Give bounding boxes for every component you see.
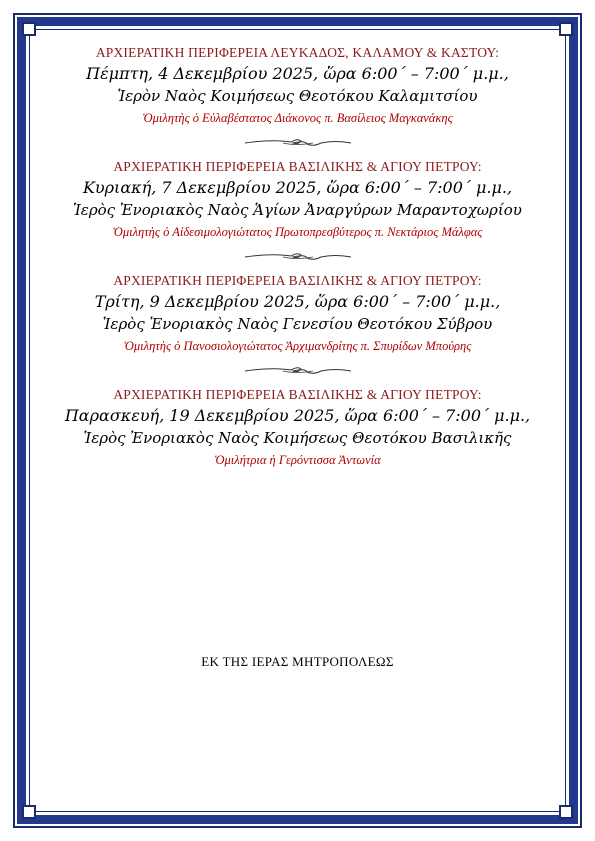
event-church: Ἱερὸς Ἐνοριακὸς Ναὸς Γενεσίου Θεοτόκου Σύβρου [102,315,493,333]
event-region-heading: ΑΡΧΙΕΡΑΤΙΚΗ ΠΕΡΙΦΕΡΕΙΑ ΛΕΥΚΑΔΟΣ, ΚΑΛΑΜΟΥ & ΚΑΣΤΟΥ: [95,45,500,60]
flourish-divider-icon [243,251,353,263]
footer-signature: ΕΚ ΤΗΣ ΙΕΡΑΣ ΜΗΤΡΟΠΟΛΕΩΣ [201,654,394,669]
event-church: Ἱερὸν Ναὸς Κοιμήσεως Θεοτόκου Καλαμιτσίου [117,87,478,105]
event-section [32,386,563,470]
event-date: Κυριακή, 7 Δεκεμβρίου 2025, ὥρα 6:00΄ – 7:00΄ μ.μ., [82,178,513,197]
event-region-heading: ΑΡΧΙΕΡΑΤΙΚΗ ΠΕΡΙΦΕΡΕΙΑ ΒΑΣΙΛΙΚΗΣ & ΑΓΙΟΥ ΠΕΤΡΟΥ: [113,387,482,402]
flourish-divider-icon [243,365,353,377]
event-speaker: Ὁμιλήτρια ἡ Γερόντισσα Ἀντωνία [214,453,381,467]
ornament-divider [32,242,563,272]
event-speaker: Ὁμιλητὴς ὁ Πανοσιολογιώτατος Ἀρχιμανδρίτης π. Σπυρίδων Μπούρης [123,339,472,353]
event-section [32,44,563,128]
event-date: Παρασκευή, 19 Δεκεμβρίου 2025, ὥρα 6:00΄ – 7:00΄ μ.μ., [64,406,531,425]
ornament-divider [32,128,563,158]
event-section [32,158,563,242]
announcement-content [32,44,563,470]
event-region-heading: ΑΡΧΙΕΡΑΤΙΚΗ ΠΕΡΙΦΕΡΕΙΑ ΒΑΣΙΛΙΚΗΣ & ΑΓΙΟΥ ΠΕΤΡΟΥ: [113,273,482,288]
event-speaker: Ὁμιλητὴς ὁ Αἰδεσιμολογιώτατος Πρωτοπρεσβύτερος π. Νεκτάριος Μάλφας [112,225,483,239]
border-corner-ornament [559,805,573,819]
event-church: Ἱερὸς Ἐνοριακὸς Ναὸς Κοιμήσεως Θεοτόκου Βασιλικῆς [83,429,512,447]
border-corner-ornament [559,22,573,36]
event-date: Πέμπτη, 4 Δεκεμβρίου 2025, ὥρα 6:00΄ – 7:00΄ μ.μ., [86,64,509,83]
border-corner-ornament [22,805,36,819]
event-speaker: Ὁμιλητὴς ὁ Εὐλαβέστατος Διάκονος π. Βασίλειος Μαγκανάκης [142,111,453,125]
border-corner-ornament [22,22,36,36]
ornament-divider [32,356,563,386]
event-church: Ἱερὸς Ἐνοριακὸς Ναὸς Ἁγίων Ἀναργύρων Μαραντοχωρίου [73,201,522,219]
event-date: Τρίτη, 9 Δεκεμβρίου 2025, ὥρα 6:00΄ – 7:00΄ μ.μ., [94,292,501,311]
flourish-divider-icon [243,137,353,149]
event-section [32,272,563,356]
event-region-heading: ΑΡΧΙΕΡΑΤΙΚΗ ΠΕΡΙΦΕΡΕΙΑ ΒΑΣΙΛΙΚΗΣ & ΑΓΙΟΥ ΠΕΤΡΟΥ: [113,159,482,174]
